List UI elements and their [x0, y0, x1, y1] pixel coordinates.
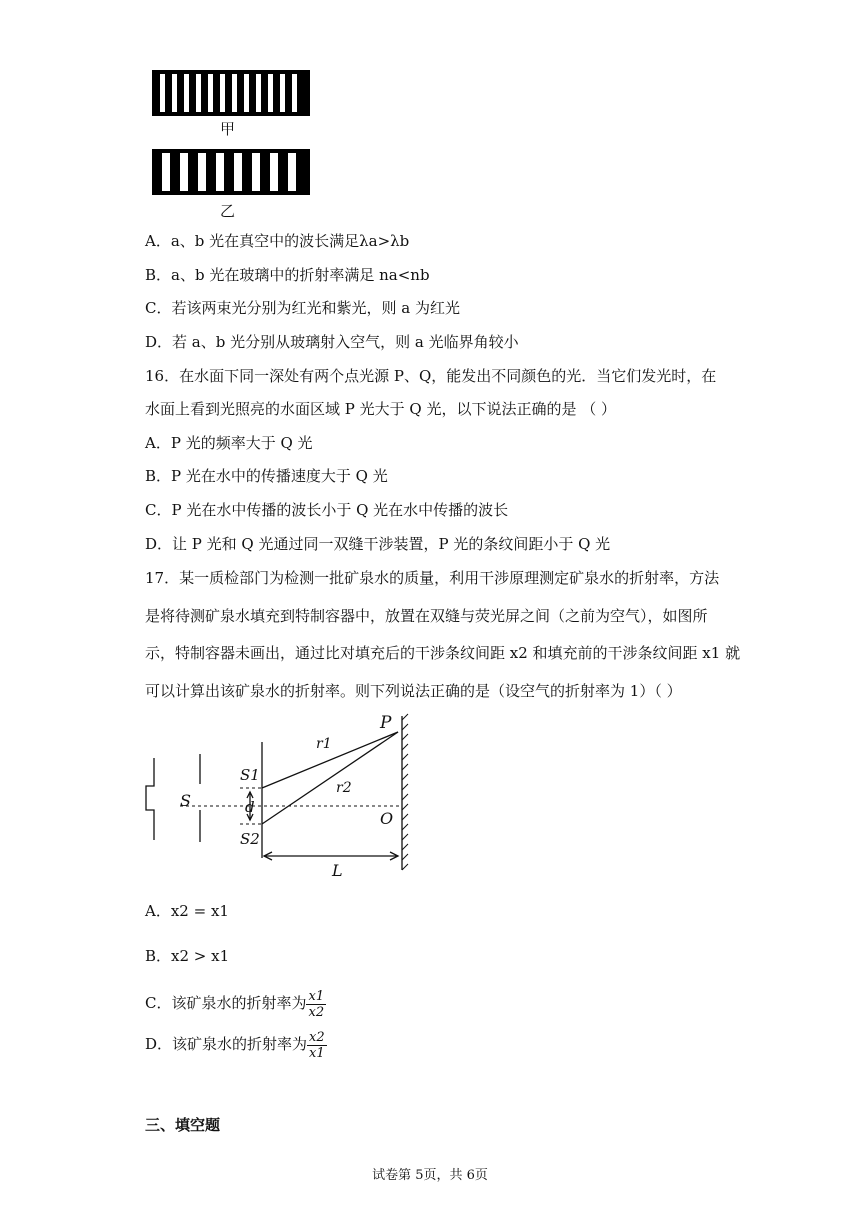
q17-stem-line4: 可以计算出该矿泉水的折射率。则下列说法正确的是（设空气的折射率为 1）（ ）: [145, 682, 682, 700]
q17-option-d-denominator: x1: [309, 1045, 325, 1061]
label-d: d: [245, 798, 255, 816]
label-S: S: [180, 791, 191, 810]
q17-option-c-fraction: [306, 989, 326, 1020]
fringe-label-b: 乙: [220, 202, 236, 220]
q17-stem-line3: 示，特制容器未画出，通过比对填充后的干涉条纹间距 x2 和填充前的干涉条纹间距 x1 就: [145, 644, 741, 662]
label-r1: r1: [316, 736, 332, 752]
section-heading: 三、填空题: [145, 1116, 221, 1134]
q17-stem-line1: 17．某一质检部门为检测一批矿泉水的质量，利用干涉原理测定矿泉水的折射率，方法: [145, 569, 720, 587]
q16-stem-line2: 水面上看到光照亮的水面区域 P 光大于 Q 光，以下说法正确的是 （ ）: [145, 400, 617, 418]
q17-option-c: [145, 986, 326, 1020]
q17-option-c-prefix: C．该矿泉水的折射率为: [145, 994, 307, 1012]
q15-option-c: C．若该两束光分别为红光和紫光，则 a 为红光: [145, 299, 460, 317]
q17-option-d-prefix: D．该矿泉水的折射率为: [145, 1035, 308, 1053]
label-S2: S2: [240, 830, 260, 848]
q15-option-b: B．a、b 光在玻璃中的折射率满足 na<nb: [145, 266, 430, 284]
q16-option-a: A．P 光的频率大于 Q 光: [145, 434, 313, 452]
fringe-label-a: 甲: [220, 120, 236, 138]
label-S1: S1: [240, 766, 260, 784]
q16-option-c: C．P 光在水中传播的波长小于 Q 光在水中传播的波长: [145, 501, 509, 519]
q17-option-d-fraction: [307, 1030, 327, 1061]
double-slit-diagram: [140, 712, 415, 880]
q16-option-b: B．P 光在水中的传播速度大于 Q 光: [145, 467, 388, 485]
label-r2: r2: [336, 780, 352, 796]
q17-option-d-numerator: x2: [309, 1029, 325, 1045]
fringe-pattern-b: [152, 149, 310, 195]
q17-stem-line2: 是将待测矿泉水填充到特制容器中，放置在双缝与荧光屏之间（之前为空气），如图所: [145, 607, 708, 625]
q15-option-d: D．若 a、b 光分别从玻璃射入空气，则 a 光临界角较小: [145, 333, 519, 351]
q17-option-c-numerator: x1: [308, 988, 325, 1004]
label-O: O: [380, 809, 394, 828]
q17-option-a: A．x2 = x1: [145, 902, 229, 920]
q17-option-c-denominator: x2: [308, 1004, 325, 1020]
q17-option-b: B．x2 > x1: [145, 947, 230, 965]
q15-option-a: A．a、b 光在真空中的波长满足λa>λb: [145, 232, 410, 250]
label-L: L: [332, 861, 343, 880]
q17-option-d: [145, 1027, 327, 1061]
label-P: P: [380, 713, 392, 733]
q16-stem-line1: 16．在水面下同一深处有两个点光源 P、Q，能发出不同颜色的光．当它们发光时，在: [145, 367, 717, 385]
q16-option-d: D．让 P 光和 Q 光通过同一双缝干涉装置，P 光的条纹间距小于 Q 光: [145, 535, 611, 553]
page-footer: 试卷第 5页，共 6页: [372, 1168, 488, 1183]
fringe-pattern-a: [152, 70, 310, 116]
